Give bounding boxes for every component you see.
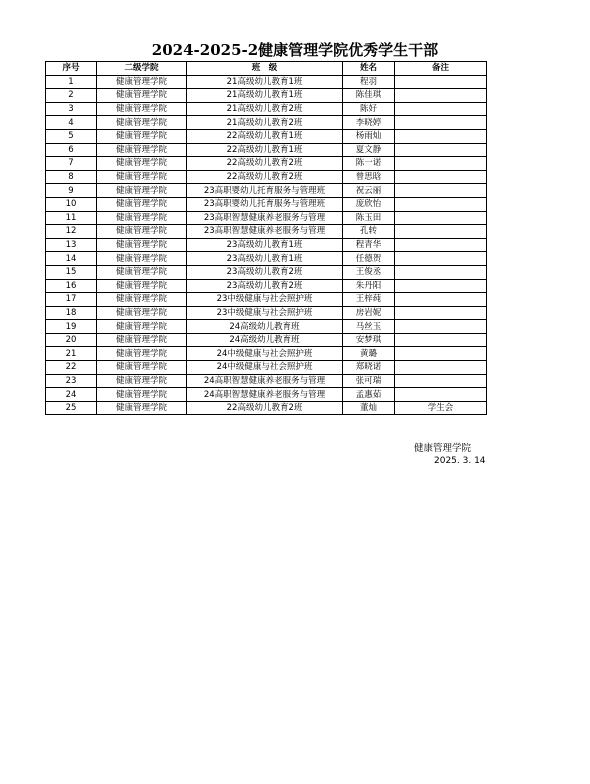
table-row: [46, 89, 487, 103]
cell-remark: [395, 333, 487, 347]
cell-class: 21高级幼儿教育2班: [187, 102, 343, 116]
cell-remark: [395, 374, 487, 388]
cell-index: 7: [46, 157, 97, 171]
table-row: [46, 361, 487, 375]
cell-college: 健康管理学院: [97, 279, 187, 293]
cell-name: 董灿: [343, 401, 395, 415]
cell-college: 健康管理学院: [97, 388, 187, 402]
cell-remark: [395, 279, 487, 293]
cell-class: 23高职智慧健康养老服务与管理: [187, 211, 343, 225]
cell-college: 健康管理学院: [97, 184, 187, 198]
cell-remark: [395, 238, 487, 252]
table-row: [46, 197, 487, 211]
cell-remark: [395, 361, 487, 375]
table-row: [46, 279, 487, 293]
cell-college: 健康管理学院: [97, 225, 187, 239]
cell-name: 陈好: [343, 102, 395, 116]
cell-college: 健康管理学院: [97, 238, 187, 252]
cell-college: 健康管理学院: [97, 265, 187, 279]
cell-college: 健康管理学院: [97, 116, 187, 130]
cell-name: 程羽: [343, 75, 395, 89]
cell-class: 24高级幼儿教育班: [187, 320, 343, 334]
cell-college: 健康管理学院: [97, 129, 187, 143]
cell-index: 15: [46, 265, 97, 279]
cell-class: 23中级健康与社会照护班: [187, 306, 343, 320]
cell-class: 23高级幼儿教育2班: [187, 265, 343, 279]
page-title: 2024-2025-2健康管理学院优秀学生干部: [151, 41, 439, 59]
cell-remark: [395, 306, 487, 320]
cell-remark: [395, 225, 487, 239]
cell-name: 黄璐: [343, 347, 395, 361]
cell-class: 22高级幼儿教育1班: [187, 143, 343, 157]
table-row: [46, 184, 487, 198]
header-name: 姓名: [343, 62, 395, 76]
cell-name: 王梓莼: [343, 293, 395, 307]
cell-college: 健康管理学院: [97, 157, 187, 171]
cell-class: 23中级健康与社会照护班: [187, 293, 343, 307]
cell-index: 25: [46, 401, 97, 415]
cell-name: 安梦琪: [343, 333, 395, 347]
cell-class: 24高级幼儿教育班: [187, 333, 343, 347]
header-index: 序号: [46, 62, 97, 76]
cell-remark: [395, 75, 487, 89]
cell-class: 21高级幼儿教育2班: [187, 116, 343, 130]
table-row: [46, 374, 487, 388]
cell-remark: [395, 170, 487, 184]
cell-class: 22高级幼儿教育2班: [187, 170, 343, 184]
table-row: [46, 293, 487, 307]
cell-college: 健康管理学院: [97, 211, 187, 225]
table-row: [46, 388, 487, 402]
cell-college: 健康管理学院: [97, 306, 187, 320]
cell-index: 1: [46, 75, 97, 89]
cell-index: 24: [46, 388, 97, 402]
table-row: [46, 238, 487, 252]
cell-remark: [395, 320, 487, 334]
cell-remark: [395, 116, 487, 130]
table-row: [46, 320, 487, 334]
table-row: [46, 157, 487, 171]
table-row: [46, 265, 487, 279]
cell-class: 24高职智慧健康养老服务与管理: [187, 388, 343, 402]
table-row: [46, 333, 487, 347]
cell-college: 健康管理学院: [97, 347, 187, 361]
cell-college: 健康管理学院: [97, 89, 187, 103]
cell-college: 健康管理学院: [97, 197, 187, 211]
cell-class: 23高职婴幼儿托育服务与管理班: [187, 197, 343, 211]
cell-name: 曾思晗: [343, 170, 395, 184]
cell-class: 23高职婴幼儿托育服务与管理班: [187, 184, 343, 198]
cell-remark: [395, 197, 487, 211]
cell-name: 张可瑞: [343, 374, 395, 388]
table-row: [46, 401, 487, 415]
cell-class: 21高级幼儿教育1班: [187, 89, 343, 103]
cell-remark: [395, 143, 487, 157]
cell-class: 22高级幼儿教育2班: [187, 157, 343, 171]
cell-index: 8: [46, 170, 97, 184]
cell-remark: [395, 265, 487, 279]
table-row: [46, 170, 487, 184]
table-row: [46, 347, 487, 361]
table-row: [46, 211, 487, 225]
cell-name: 孟惠茹: [343, 388, 395, 402]
cell-college: 健康管理学院: [97, 333, 187, 347]
cell-class: 24中级健康与社会照护班: [187, 361, 343, 375]
cell-class: 24中级健康与社会照护班: [187, 347, 343, 361]
table-row: [46, 252, 487, 266]
cell-remark: [395, 388, 487, 402]
cell-class: 23高级幼儿教育1班: [187, 238, 343, 252]
cell-college: 健康管理学院: [97, 143, 187, 157]
cell-index: 2: [46, 89, 97, 103]
cell-name: 房岩妮: [343, 306, 395, 320]
cell-college: 健康管理学院: [97, 252, 187, 266]
cell-college: 健康管理学院: [97, 293, 187, 307]
cell-remark: [395, 129, 487, 143]
cell-index: 20: [46, 333, 97, 347]
footer-organization: 健康管理学院: [414, 443, 472, 454]
cell-index: 13: [46, 238, 97, 252]
cell-remark: [395, 252, 487, 266]
table-row: [46, 143, 487, 157]
cell-name: 杨雨灿: [343, 129, 395, 143]
cell-college: 健康管理学院: [97, 320, 187, 334]
cell-index: 16: [46, 279, 97, 293]
cell-remark: [395, 211, 487, 225]
cell-index: 21: [46, 347, 97, 361]
table-row: [46, 306, 487, 320]
cell-name: 朱丹阳: [343, 279, 395, 293]
footer-date: 2025. 3. 14: [434, 456, 486, 466]
table-row: [46, 129, 487, 143]
header-class: 班 级: [187, 62, 343, 76]
cell-remark: [395, 157, 487, 171]
table-row: [46, 75, 487, 89]
cell-index: 3: [46, 102, 97, 116]
cell-class: 21高级幼儿教育1班: [187, 75, 343, 89]
cell-class: 22高级幼儿教育2班: [187, 401, 343, 415]
cell-name: 祝云丽: [343, 184, 395, 198]
header-remark: 备注: [395, 62, 487, 76]
cell-index: 12: [46, 225, 97, 239]
table-header-row: [46, 62, 487, 76]
table-body: [46, 75, 487, 415]
cell-class: 23高级幼儿教育2班: [187, 279, 343, 293]
cell-index: 9: [46, 184, 97, 198]
cell-name: 程青华: [343, 238, 395, 252]
cell-college: 健康管理学院: [97, 102, 187, 116]
cell-index: 19: [46, 320, 97, 334]
cell-index: 14: [46, 252, 97, 266]
cell-name: 陈一诺: [343, 157, 395, 171]
cell-index: 4: [46, 116, 97, 130]
cell-name: 郑晓诺: [343, 361, 395, 375]
cell-index: 5: [46, 129, 97, 143]
cell-college: 健康管理学院: [97, 170, 187, 184]
cell-name: 王俊丞: [343, 265, 395, 279]
table-row: [46, 225, 487, 239]
cell-class: 23高级幼儿教育1班: [187, 252, 343, 266]
cell-college: 健康管理学院: [97, 361, 187, 375]
cell-college: 健康管理学院: [97, 75, 187, 89]
cell-remark: [395, 89, 487, 103]
cell-college: 健康管理学院: [97, 374, 187, 388]
cell-college: 健康管理学院: [97, 401, 187, 415]
cell-index: 22: [46, 361, 97, 375]
cell-name: 李晓婷: [343, 116, 395, 130]
table-row: [46, 102, 487, 116]
cell-remark: [395, 184, 487, 198]
cell-name: 马丝玉: [343, 320, 395, 334]
cell-remark: 学生会: [395, 401, 487, 415]
cell-remark: [395, 347, 487, 361]
cell-name: 陈佳琪: [343, 89, 395, 103]
cell-index: 11: [46, 211, 97, 225]
cell-name: 夏文静: [343, 143, 395, 157]
cell-name: 孔转: [343, 225, 395, 239]
cell-index: 17: [46, 293, 97, 307]
table-row: [46, 116, 487, 130]
cell-remark: [395, 102, 487, 116]
cell-index: 23: [46, 374, 97, 388]
cell-class: 24高职智慧健康养老服务与管理: [187, 374, 343, 388]
cell-class: 22高级幼儿教育1班: [187, 129, 343, 143]
cell-index: 10: [46, 197, 97, 211]
cell-name: 任德贺: [343, 252, 395, 266]
cell-class: 23高职智慧健康养老服务与管理: [187, 225, 343, 239]
cell-index: 6: [46, 143, 97, 157]
header-college: 二级学院: [97, 62, 187, 76]
cell-remark: [395, 293, 487, 307]
cadre-table: [45, 61, 487, 415]
cell-name: 庞欣怡: [343, 197, 395, 211]
cell-name: 陈玉田: [343, 211, 395, 225]
cell-index: 18: [46, 306, 97, 320]
